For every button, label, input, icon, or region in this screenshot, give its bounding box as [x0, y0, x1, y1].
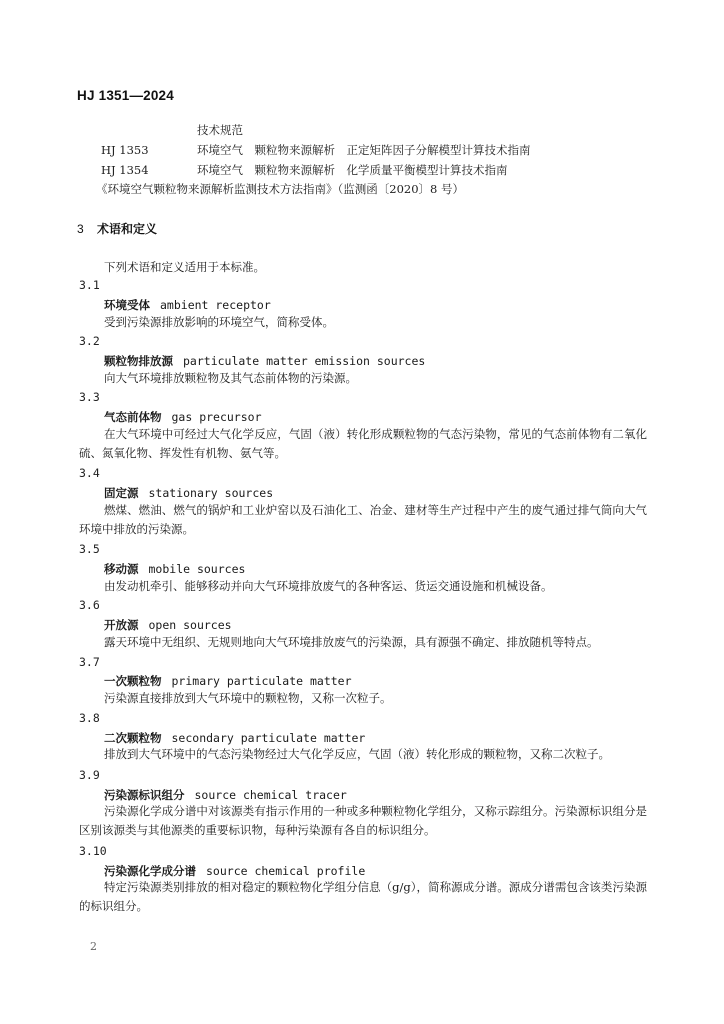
- term-chinese: 污染源化学成分谱: [104, 864, 196, 878]
- reference-line-2: [101, 142, 531, 158]
- reference-text: 技术规范: [197, 123, 243, 137]
- term-heading: [104, 561, 245, 577]
- term-heading: [104, 730, 365, 746]
- reference-line-1: [197, 122, 243, 138]
- term-definition: 在大气环境中可经过大气化学反应，气固（液）转化形成颗粒物的气态污染物，常见的气态前体物有二氧化硫、氮氧化物、挥发性有机物、氨气等。: [79, 427, 647, 460]
- term-chinese: 污染源标识组分: [104, 788, 185, 802]
- term-chinese: 二次颗粒物: [104, 731, 162, 745]
- term-chinese: 环境受体: [104, 298, 150, 312]
- page-number: 2: [90, 940, 97, 953]
- term-chinese: 气态前体物: [104, 410, 162, 424]
- term-definition: 燃煤、燃油、燃气的锅炉和工业炉窑以及石油化工、冶金、建材等生产过程中产生的废气通过排气筒向大气环境中排放的污染源。: [79, 503, 647, 536]
- term-definition: 特定污染源类别排放的相对稳定的颗粒物化学组分信息（g/g），简称源成分谱。源成分谱需包含该类污染源的标识组分。: [79, 880, 647, 913]
- term-chinese: 开放源: [104, 618, 139, 632]
- term-english: ambient receptor: [160, 298, 271, 312]
- term-english: particulate matter emission sources: [183, 354, 426, 368]
- term-definition: 受到污染源排放影响的环境空气，简称受体。: [104, 315, 334, 329]
- term-definition: 污染源化学成分谱中对该源类有指示作用的一种或多种颗粒物化学组分，又称示踪组分。污染源标识组分是区别该源类与其他源类的重要标识物，每种污染源有各自的标识组分。: [79, 804, 647, 837]
- term-number: 3.7: [79, 655, 100, 669]
- term-heading: [104, 353, 425, 369]
- term-number: 3.8: [79, 711, 100, 725]
- term-chinese: 颗粒物排放源: [104, 354, 173, 368]
- reference-line-3: [101, 162, 508, 178]
- reference-code: HJ 1353: [101, 143, 149, 157]
- term-english: primary particulate matter: [171, 674, 352, 688]
- reference-text: 环境空气 颗粒物来源解析 化学质量平衡模型计算技术指南: [197, 163, 508, 177]
- term-english: open sources: [148, 618, 232, 632]
- section-title: 术语和定义: [97, 222, 158, 236]
- term-definition: 露天环境中无组织、无规则地向大气环境排放废气的污染源，具有源强不确定、排放随机等特点。: [104, 635, 599, 649]
- term-chinese: 移动源: [104, 562, 139, 576]
- reference-line-4: [96, 181, 464, 197]
- term-english: stationary sources: [148, 486, 274, 500]
- term-heading: [104, 863, 365, 879]
- term-number: 3.9: [79, 768, 100, 782]
- reference-text: 环境空气 颗粒物来源解析 正定矩阵因子分解模型计算技术指南: [197, 143, 531, 157]
- term-english: source chemical tracer: [194, 788, 347, 802]
- term-heading: [104, 485, 273, 501]
- term-heading: [104, 297, 271, 313]
- term-number: 3.6: [79, 598, 100, 612]
- section-intro: 下列术语和定义适用于本标准。: [104, 260, 265, 274]
- term-english: mobile sources: [148, 562, 246, 576]
- term-number: 3.3: [79, 390, 100, 404]
- term-definition: 向大气环境排放颗粒物及其气态前体物的污染源。: [104, 371, 357, 385]
- term-number: 3.4: [79, 466, 100, 480]
- term-number: 3.5: [79, 542, 100, 556]
- term-heading: [104, 409, 262, 425]
- section-number: 3: [77, 222, 84, 236]
- term-definition: 排放到大气环境中的气态污染物经过大气化学反应，气固（液）转化形成的颗粒物，又称二次粒子。: [104, 747, 610, 761]
- section-heading: [77, 220, 157, 237]
- term-number: 3.2: [79, 334, 100, 348]
- term-definition: 污染源直接排放到大气环境中的颗粒物，又称一次粒子。: [104, 691, 392, 705]
- reference-text: 《环境空气颗粒物来源解析监测技术方法指南》（监测函〔2020〕8 号）: [96, 182, 464, 196]
- term-english: gas precursor: [171, 410, 262, 424]
- term-english: source chemical profile: [206, 864, 366, 878]
- term-chinese: 固定源: [104, 486, 139, 500]
- term-number: 3.1: [79, 278, 100, 292]
- term-definition: 由发动机牵引、能够移动并向大气环境排放废气的各种客运、货运交通设施和机械设备。: [104, 579, 553, 593]
- term-heading: [104, 673, 352, 689]
- term-heading: [104, 787, 347, 803]
- term-heading: [104, 617, 232, 633]
- term-english: secondary particulate matter: [171, 731, 366, 745]
- term-number: 3.10: [79, 844, 107, 858]
- doc-code-header: HJ 1351—2024: [77, 88, 174, 103]
- reference-code: HJ 1354: [101, 163, 149, 177]
- term-chinese: 一次颗粒物: [104, 674, 162, 688]
